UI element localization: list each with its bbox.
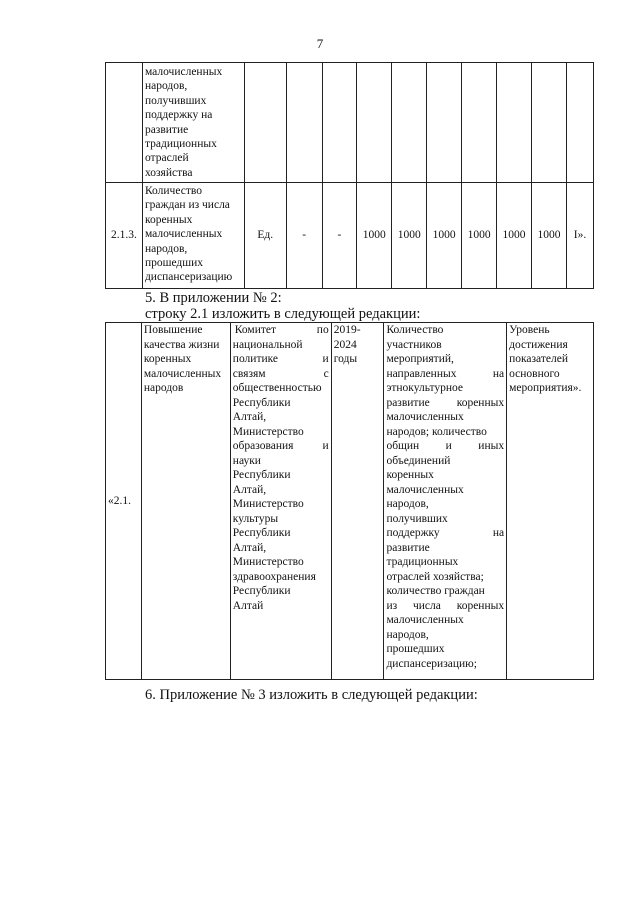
table-cell: [427, 63, 462, 183]
cell-line: Алтай,: [232, 541, 267, 554]
value-cell: -: [322, 183, 357, 289]
cell-line: малочисленных: [386, 411, 464, 423]
word: поддержку: [386, 527, 440, 539]
cell-line: хозяйства: [144, 166, 193, 179]
word: с: [323, 367, 329, 380]
cell-line: малочисленных: [386, 483, 464, 496]
cell-line: Республики: [232, 469, 291, 481]
cell-line: народов; количество: [386, 425, 487, 438]
cell-line: малочисленных: [144, 66, 223, 78]
cell-line: традиционных: [144, 138, 217, 151]
cell-line: Алтай,: [232, 483, 267, 496]
executors-cell: [230, 323, 331, 680]
cell-line: 2019-: [333, 324, 361, 336]
cell-line: отраслей хозяйства;: [386, 570, 484, 583]
cell-line: Количество: [386, 324, 444, 336]
value-cell: I».: [566, 183, 593, 289]
unit-cell: Ед.: [244, 183, 286, 289]
word: Комитет: [234, 324, 277, 336]
table-cell: [322, 63, 357, 183]
value-cell: 1000: [497, 183, 532, 289]
cell-line: Республики: [232, 585, 291, 597]
cell-line: диспансеризацию: [144, 271, 233, 284]
word: на: [492, 367, 505, 380]
cell-line: [233, 338, 329, 353]
table-row: [106, 63, 594, 183]
cell-line: прошедших: [144, 257, 204, 270]
cell-line: достижения: [509, 338, 568, 351]
cell-line: народов,: [386, 498, 429, 510]
cell-line: получивших: [144, 94, 207, 107]
word: связям: [232, 367, 266, 380]
word: политике: [232, 353, 279, 365]
cell-line: участников: [386, 338, 442, 351]
table-cell: [566, 63, 593, 183]
word: образования: [232, 440, 294, 452]
cell-line: 2024: [333, 338, 357, 351]
activity-name-cell: [141, 323, 230, 680]
table-row: [106, 323, 594, 680]
word: и: [445, 440, 452, 452]
word: числа: [412, 599, 441, 612]
table-cell: [286, 63, 322, 183]
table-cell: [532, 63, 567, 183]
word: коренных: [456, 599, 505, 612]
table-row: [106, 183, 594, 289]
cell-line: [386, 526, 504, 541]
row-number: 2.1.3.: [106, 183, 143, 289]
indicator-name-cell: [142, 183, 244, 289]
cell-line: малочисленных: [143, 367, 222, 380]
cell-line: коренных: [143, 353, 192, 365]
result-cell: [507, 323, 594, 680]
paragraph-5: 5. В приложении № 2:: [145, 290, 282, 306]
cell-line: развитие: [144, 123, 189, 136]
cell-line: [233, 367, 329, 382]
cell-line: Министерство: [232, 498, 304, 510]
cell-line: коренных: [144, 213, 193, 226]
cell-line: диспансеризацию;: [386, 657, 477, 670]
value-cell: 1000: [392, 183, 427, 289]
word: по: [316, 324, 329, 336]
word: общин: [386, 440, 420, 452]
cell-line: Министерство: [232, 425, 304, 438]
cell-line: Республики: [232, 396, 291, 409]
cell-line: [386, 439, 504, 454]
cell-line: отраслей: [144, 152, 189, 165]
activities-table-row: [105, 322, 594, 680]
cell-line: [233, 352, 329, 367]
cell-line: Повышение: [143, 324, 203, 336]
cell-line: Уровень: [509, 324, 550, 336]
cell-line: граждан из числа: [144, 199, 230, 212]
cell-line: народов: [143, 382, 184, 394]
cell-line: мероприятия».: [509, 382, 582, 394]
table-cell: [462, 63, 497, 183]
value-cell: 1000: [532, 183, 567, 289]
cell-line: культуры: [232, 512, 279, 525]
cell-line: Количество: [144, 185, 202, 197]
table-cell: [357, 63, 392, 183]
word: из: [386, 599, 398, 612]
cell-line: науки: [232, 454, 261, 467]
cell-line: [386, 599, 504, 614]
cell-line: коренных: [386, 469, 434, 481]
cell-line: общественностью: [232, 382, 322, 394]
cell-line: [386, 396, 504, 411]
cell-line: основного: [509, 367, 560, 380]
cell-line: [233, 323, 329, 338]
cell-line: народов,: [386, 628, 429, 641]
paragraph-5-instruction: строку 2.1 изложить в следующей редакции:: [145, 306, 421, 322]
word: коренных: [456, 396, 505, 409]
cell-line: развитие: [386, 541, 430, 554]
cell-line: прошедших: [386, 643, 445, 655]
word: на: [492, 527, 505, 539]
cell-line: народов,: [144, 242, 188, 255]
word: и: [322, 353, 329, 365]
cell-line: этнокультурное: [386, 382, 464, 394]
cell-line: Алтай: [232, 599, 264, 612]
table-cell: [244, 63, 286, 183]
value-cell: 1000: [357, 183, 392, 289]
cell-line: мероприятий,: [386, 353, 454, 365]
paragraph-6: 6. Приложение № 3 изложить в следующей редакции:: [145, 687, 478, 703]
indicators-table-fragment: [105, 62, 594, 289]
cell-line: Алтай,: [232, 411, 267, 423]
cell-line: народов,: [144, 80, 188, 93]
value-cell: -: [286, 183, 322, 289]
cell-line: Министерство: [232, 556, 304, 568]
value-cell: 1000: [427, 183, 462, 289]
cell-line: [233, 439, 329, 454]
cell-line: показателей: [509, 353, 568, 365]
cell-line: малочисленных: [144, 228, 223, 241]
cell-line: здравоохранения: [232, 570, 316, 583]
word: и: [322, 440, 329, 452]
cell-line: [386, 367, 504, 382]
table-cell: [497, 63, 532, 183]
cell-line: традиционных: [386, 556, 459, 568]
value-cell: 1000: [462, 183, 497, 289]
cell-line: малочисленных: [386, 614, 464, 626]
cell-line: количество граждан: [386, 585, 485, 597]
page-number: 7: [316, 36, 324, 51]
indicator-name-cell: [142, 63, 244, 183]
table-cell: [106, 63, 143, 183]
cell-line: поддержку на: [144, 109, 213, 122]
word: развитие: [386, 396, 430, 409]
word: иных: [478, 440, 505, 452]
cell-line: объединений: [386, 454, 451, 467]
row-number: «2.1.: [106, 323, 142, 680]
word: национальной: [232, 338, 303, 351]
table-cell: [392, 63, 427, 183]
cell-line: качества жизни: [143, 338, 220, 351]
cell-line: годы: [333, 353, 358, 365]
cell-line: Республики: [232, 527, 291, 539]
period-cell: [331, 323, 384, 680]
word: направленных: [386, 367, 457, 380]
indicators-cell: [384, 323, 507, 680]
cell-line: получивших: [386, 512, 448, 525]
